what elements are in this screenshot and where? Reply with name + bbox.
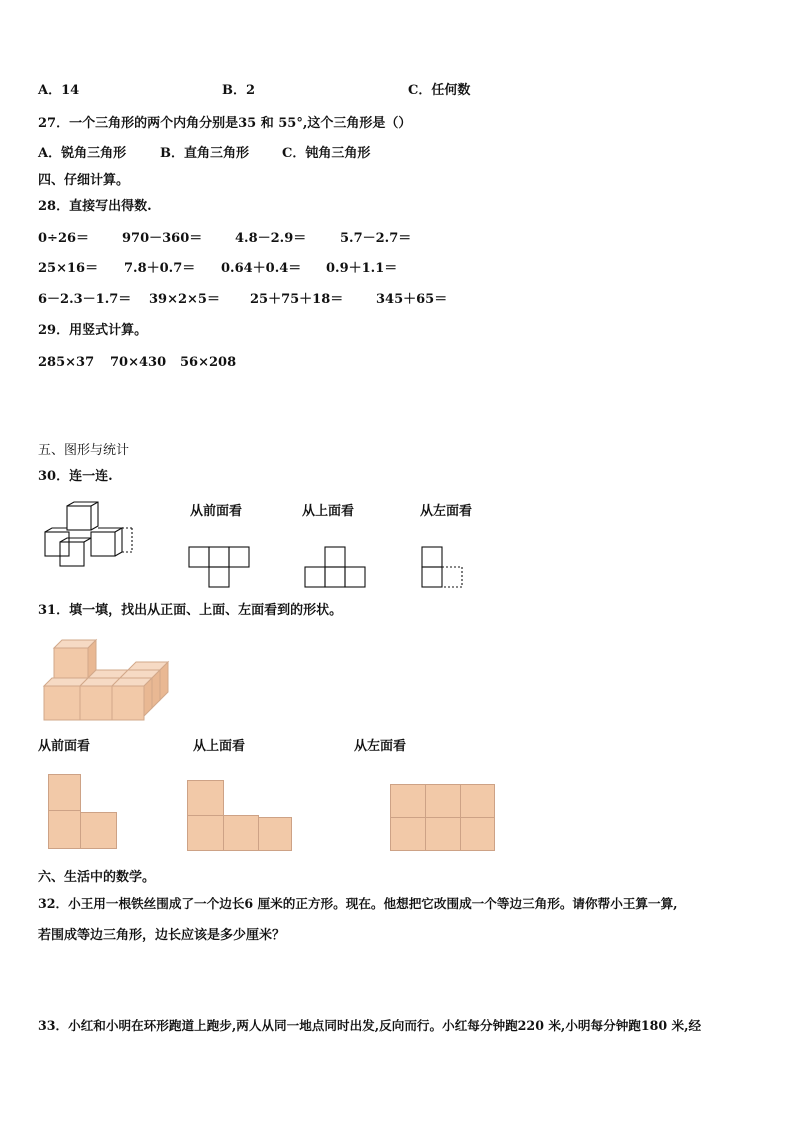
section5-title: 五、图形与统计 bbox=[38, 443, 130, 458]
q28-question: 28．直接写出得数. bbox=[38, 199, 152, 214]
section6-title: 六、生活中的数学。 bbox=[38, 870, 156, 885]
q33-line-1: 33．小红和小明在环形跑道上跑步,两人从同一地点同时出发,反向而行。小红每分钟跑220 米,小明每分钟跑180 米,经 bbox=[38, 1018, 702, 1033]
q32-line-2: 若围成等边三角形，边长应该是多少厘米？ bbox=[38, 928, 286, 943]
q30-label-top: 从上面看 bbox=[302, 504, 355, 519]
q31-cube-figure bbox=[44, 636, 170, 724]
q28-r3-c2: 39×2×5＝ bbox=[149, 292, 220, 307]
q27-option-b: B．直角三角形 bbox=[160, 146, 249, 161]
q31-label-left: 从左面看 bbox=[354, 739, 407, 754]
q28-r3-c1: 6－2.3－1.7＝ bbox=[38, 292, 132, 307]
q30-label-front: 从前面看 bbox=[190, 504, 243, 519]
q26-option-a: A．14 bbox=[38, 83, 80, 98]
q26-option-c: C．任何数 bbox=[408, 83, 471, 98]
q29-item-1: 285×37 bbox=[38, 355, 95, 370]
q30-view-t-shape bbox=[188, 546, 250, 588]
q31-view-front bbox=[48, 774, 118, 850]
q32-line-1: 32．小王用一根铁丝围成了一个边长6 厘米的正方形。现在。他想把它改围成一个等边三角形。请你帮小王算一算, bbox=[38, 896, 678, 911]
q28-r1-c2: 970－360＝ bbox=[122, 231, 203, 246]
q29-question: 29．用竖式计算。 bbox=[38, 323, 148, 338]
q28-r2-c2: 7.8＋0.7＝ bbox=[124, 261, 196, 276]
q28-r2-c4: 0.9＋1.1＝ bbox=[326, 261, 398, 276]
section4-title: 四、仔细计算。 bbox=[38, 173, 130, 188]
q26-option-b: B．2 bbox=[222, 83, 256, 98]
q27-option-a: A．锐角三角形 bbox=[38, 146, 127, 161]
q27-option-c: C．钝角三角形 bbox=[282, 146, 371, 161]
q28-r2-c1: 25×16＝ bbox=[38, 261, 99, 276]
q29-item-3: 56×208 bbox=[180, 355, 237, 370]
q28-r3-c3: 25＋75＋18＝ bbox=[250, 292, 344, 307]
q31-label-top: 从上面看 bbox=[193, 739, 246, 754]
q31-view-left bbox=[390, 784, 496, 852]
q28-r2-c3: 0.64＋0.4＝ bbox=[221, 261, 302, 276]
q28-r1-c4: 5.7－2.7＝ bbox=[340, 231, 412, 246]
q28-r1-c3: 4.8－2.9＝ bbox=[235, 231, 307, 246]
q31-question: 31．填一填，找出从正面、上面、左面看到的形状。 bbox=[38, 603, 343, 618]
q31-label-front: 从前面看 bbox=[38, 739, 91, 754]
q30-question: 30．连一连. bbox=[38, 469, 113, 484]
q30-label-left: 从左面看 bbox=[420, 504, 473, 519]
q30-view-inverted-t bbox=[304, 546, 366, 588]
q28-r3-c4: 345＋65＝ bbox=[376, 292, 448, 307]
q30-cube-figure bbox=[42, 502, 138, 570]
q31-view-top bbox=[187, 780, 293, 852]
q28-r1-c1: 0÷26＝ bbox=[38, 231, 90, 246]
q30-view-l-shape bbox=[421, 546, 465, 588]
q29-item-2: 70×430 bbox=[110, 355, 167, 370]
q27-question: 27．一个三角形的两个内角分别是35 和 55°,这个三角形是（） bbox=[38, 116, 412, 131]
